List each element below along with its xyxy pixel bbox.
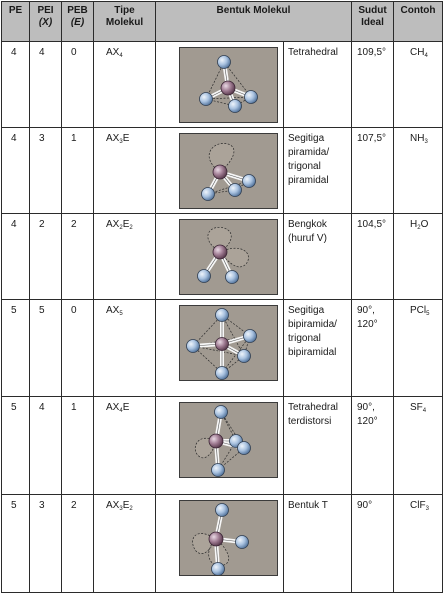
cell-example	[394, 42, 443, 128]
table-row	[2, 300, 443, 397]
seesaw-model-icon-graphic	[180, 403, 277, 477]
shape-name	[284, 397, 351, 429]
shape-name	[284, 300, 351, 360]
cell-peb	[62, 128, 94, 214]
ideal-angle-line: 104,5°	[357, 219, 387, 230]
trigonal-pyramidal-model-icon-graphic	[180, 134, 277, 208]
peb-value: 2	[71, 500, 77, 511]
ideal-angle	[352, 214, 393, 232]
cell-peb	[62, 214, 94, 300]
pei-value: 2	[39, 219, 45, 230]
table-body	[2, 42, 443, 593]
cell-molecule-type	[94, 300, 156, 397]
t-shaped-model-icon-graphic	[180, 501, 277, 575]
shape-name	[284, 214, 351, 246]
cell-example	[394, 397, 443, 495]
header-example: Contoh	[394, 2, 443, 42]
cell-molecule-model	[156, 300, 284, 397]
header-molecule-type: Tipe Molekul	[94, 2, 156, 42]
shape-name-line: bipiramida/	[288, 319, 337, 330]
cell-pei	[30, 214, 62, 300]
bent-model-icon-graphic	[180, 220, 277, 294]
header-pe: PE	[2, 2, 30, 42]
cell-pe	[2, 214, 30, 300]
pei-value: 5	[39, 305, 45, 316]
ideal-angle-line: 107,5°	[357, 133, 387, 144]
cell-pe	[2, 495, 30, 593]
molecule-type-formula: $AX_5$	[106, 305, 123, 317]
ideal-angle	[352, 128, 393, 146]
shape-name-line: (huruf V)	[288, 233, 327, 244]
table-row	[2, 128, 443, 214]
table-row	[2, 42, 443, 128]
ideal-angle-line: 90°,	[357, 305, 375, 316]
pe-value: 4	[11, 133, 17, 144]
cell-pei	[30, 495, 62, 593]
ideal-angle	[352, 42, 393, 60]
cell-pei	[30, 128, 62, 214]
molecule-type-formula: $AX_2E_2$	[106, 219, 133, 231]
header-peb: PEB (E)	[62, 2, 94, 42]
peb-value: 0	[71, 47, 77, 58]
shape-name-line: Segitiga	[288, 305, 325, 316]
seesaw-model-icon	[179, 402, 278, 478]
shape-name-line: Bengkok	[288, 219, 327, 230]
header-molecule-shape: Bentuk Molekul	[156, 2, 352, 42]
header-pei: PEI (X)	[30, 2, 62, 42]
shape-name-line: Tetrahedral	[288, 47, 339, 58]
cell-example	[394, 128, 443, 214]
cell-peb	[62, 495, 94, 593]
cell-peb	[62, 42, 94, 128]
ideal-angle	[352, 397, 393, 429]
peb-value: 0	[71, 305, 77, 316]
ideal-angle-line: 120°	[357, 416, 378, 427]
shape-name-line: piramidal	[288, 175, 329, 186]
cell-ideal-angle	[352, 495, 394, 593]
ideal-angle-line: 120°	[357, 319, 378, 330]
bent-model-icon	[179, 219, 278, 295]
shape-name-line: trigonal	[288, 161, 321, 172]
cell-shape-name	[284, 300, 352, 397]
shape-name-line: trigonal	[288, 333, 321, 344]
shape-name-line: terdistorsi	[288, 416, 332, 427]
cell-molecule-type	[94, 397, 156, 495]
peb-value: 1	[71, 402, 77, 413]
cell-molecule-type	[94, 128, 156, 214]
shape-name-line: Segitiga	[288, 133, 325, 144]
molecule-type-formula: $AX_3E$	[106, 133, 130, 145]
cell-peb	[62, 397, 94, 495]
cell-molecule-model	[156, 397, 284, 495]
shape-name	[284, 128, 351, 188]
trigonal-bipyramidal-model-icon-graphic	[180, 306, 277, 380]
example-formula: PCl$_5$	[410, 305, 430, 317]
example-formula: $CH_4$	[410, 47, 428, 59]
cell-shape-name	[284, 214, 352, 300]
pei-value: 4	[39, 402, 45, 413]
t-shaped-model-icon	[179, 500, 278, 576]
pei-value: 3	[39, 133, 45, 144]
ideal-angle-line: 109,5°	[357, 47, 387, 58]
cell-ideal-angle	[352, 128, 394, 214]
cell-shape-name	[284, 42, 352, 128]
cell-ideal-angle	[352, 42, 394, 128]
cell-molecule-type	[94, 42, 156, 128]
pei-value: 3	[39, 500, 45, 511]
molecule-type-formula: $AX_3E_2$	[106, 500, 133, 512]
molecular-geometry-table	[1, 1, 443, 593]
cell-molecule-model	[156, 42, 284, 128]
cell-molecule-model	[156, 495, 284, 593]
pe-value: 4	[11, 47, 17, 58]
ideal-angle-line: 90°,	[357, 402, 375, 413]
cell-pei	[30, 42, 62, 128]
cell-pe	[2, 42, 30, 128]
shape-name-line: bipiramidal	[288, 347, 337, 358]
cell-pe	[2, 397, 30, 495]
cell-example	[394, 300, 443, 397]
cell-shape-name	[284, 495, 352, 593]
cell-ideal-angle	[352, 397, 394, 495]
cell-pe	[2, 300, 30, 397]
example-formula: $NH_3$	[410, 133, 428, 145]
ideal-angle	[352, 300, 393, 332]
shape-name-line: Bentuk T	[288, 500, 328, 511]
header-ideal-angle: Sudut Ideal	[352, 2, 394, 42]
ideal-angle-line: 90°	[357, 500, 373, 511]
molecule-type-formula: $AX_4E$	[106, 402, 130, 414]
cell-ideal-angle	[352, 214, 394, 300]
peb-value: 2	[71, 219, 77, 230]
tetrahedral-model-icon-graphic	[180, 48, 277, 122]
shape-name-line: piramida/	[288, 147, 330, 158]
example-formula: $H_2O$	[410, 219, 429, 231]
cell-peb	[62, 300, 94, 397]
molecule-type-formula: $AX_4$	[106, 47, 123, 59]
header-row	[2, 2, 443, 42]
pei-value: 4	[39, 47, 45, 58]
example-formula: ClF$_3$	[410, 500, 429, 512]
cell-molecule-type	[94, 214, 156, 300]
shape-name	[284, 42, 351, 60]
cell-shape-name	[284, 128, 352, 214]
shape-name	[284, 495, 351, 513]
cell-shape-name	[284, 397, 352, 495]
trigonal-pyramidal-model-icon	[179, 133, 278, 209]
cell-ideal-angle	[352, 300, 394, 397]
cell-molecule-type	[94, 495, 156, 593]
pe-value: 5	[11, 402, 17, 413]
ideal-angle	[352, 495, 393, 513]
peb-value: 1	[71, 133, 77, 144]
pe-value: 5	[11, 500, 17, 511]
example-formula: $SF_4$	[410, 402, 427, 414]
trigonal-bipyramidal-model-icon	[179, 305, 278, 381]
cell-pei	[30, 300, 62, 397]
shape-name-line: Tetrahedral	[288, 402, 339, 413]
cell-example	[394, 495, 443, 593]
table-row	[2, 214, 443, 300]
table-row	[2, 397, 443, 495]
cell-pe	[2, 128, 30, 214]
cell-molecule-model	[156, 128, 284, 214]
pe-value: 4	[11, 219, 17, 230]
table-row	[2, 495, 443, 593]
tetrahedral-model-icon	[179, 47, 278, 123]
pe-value: 5	[11, 305, 17, 316]
cell-molecule-model	[156, 214, 284, 300]
cell-pei	[30, 397, 62, 495]
cell-example	[394, 214, 443, 300]
